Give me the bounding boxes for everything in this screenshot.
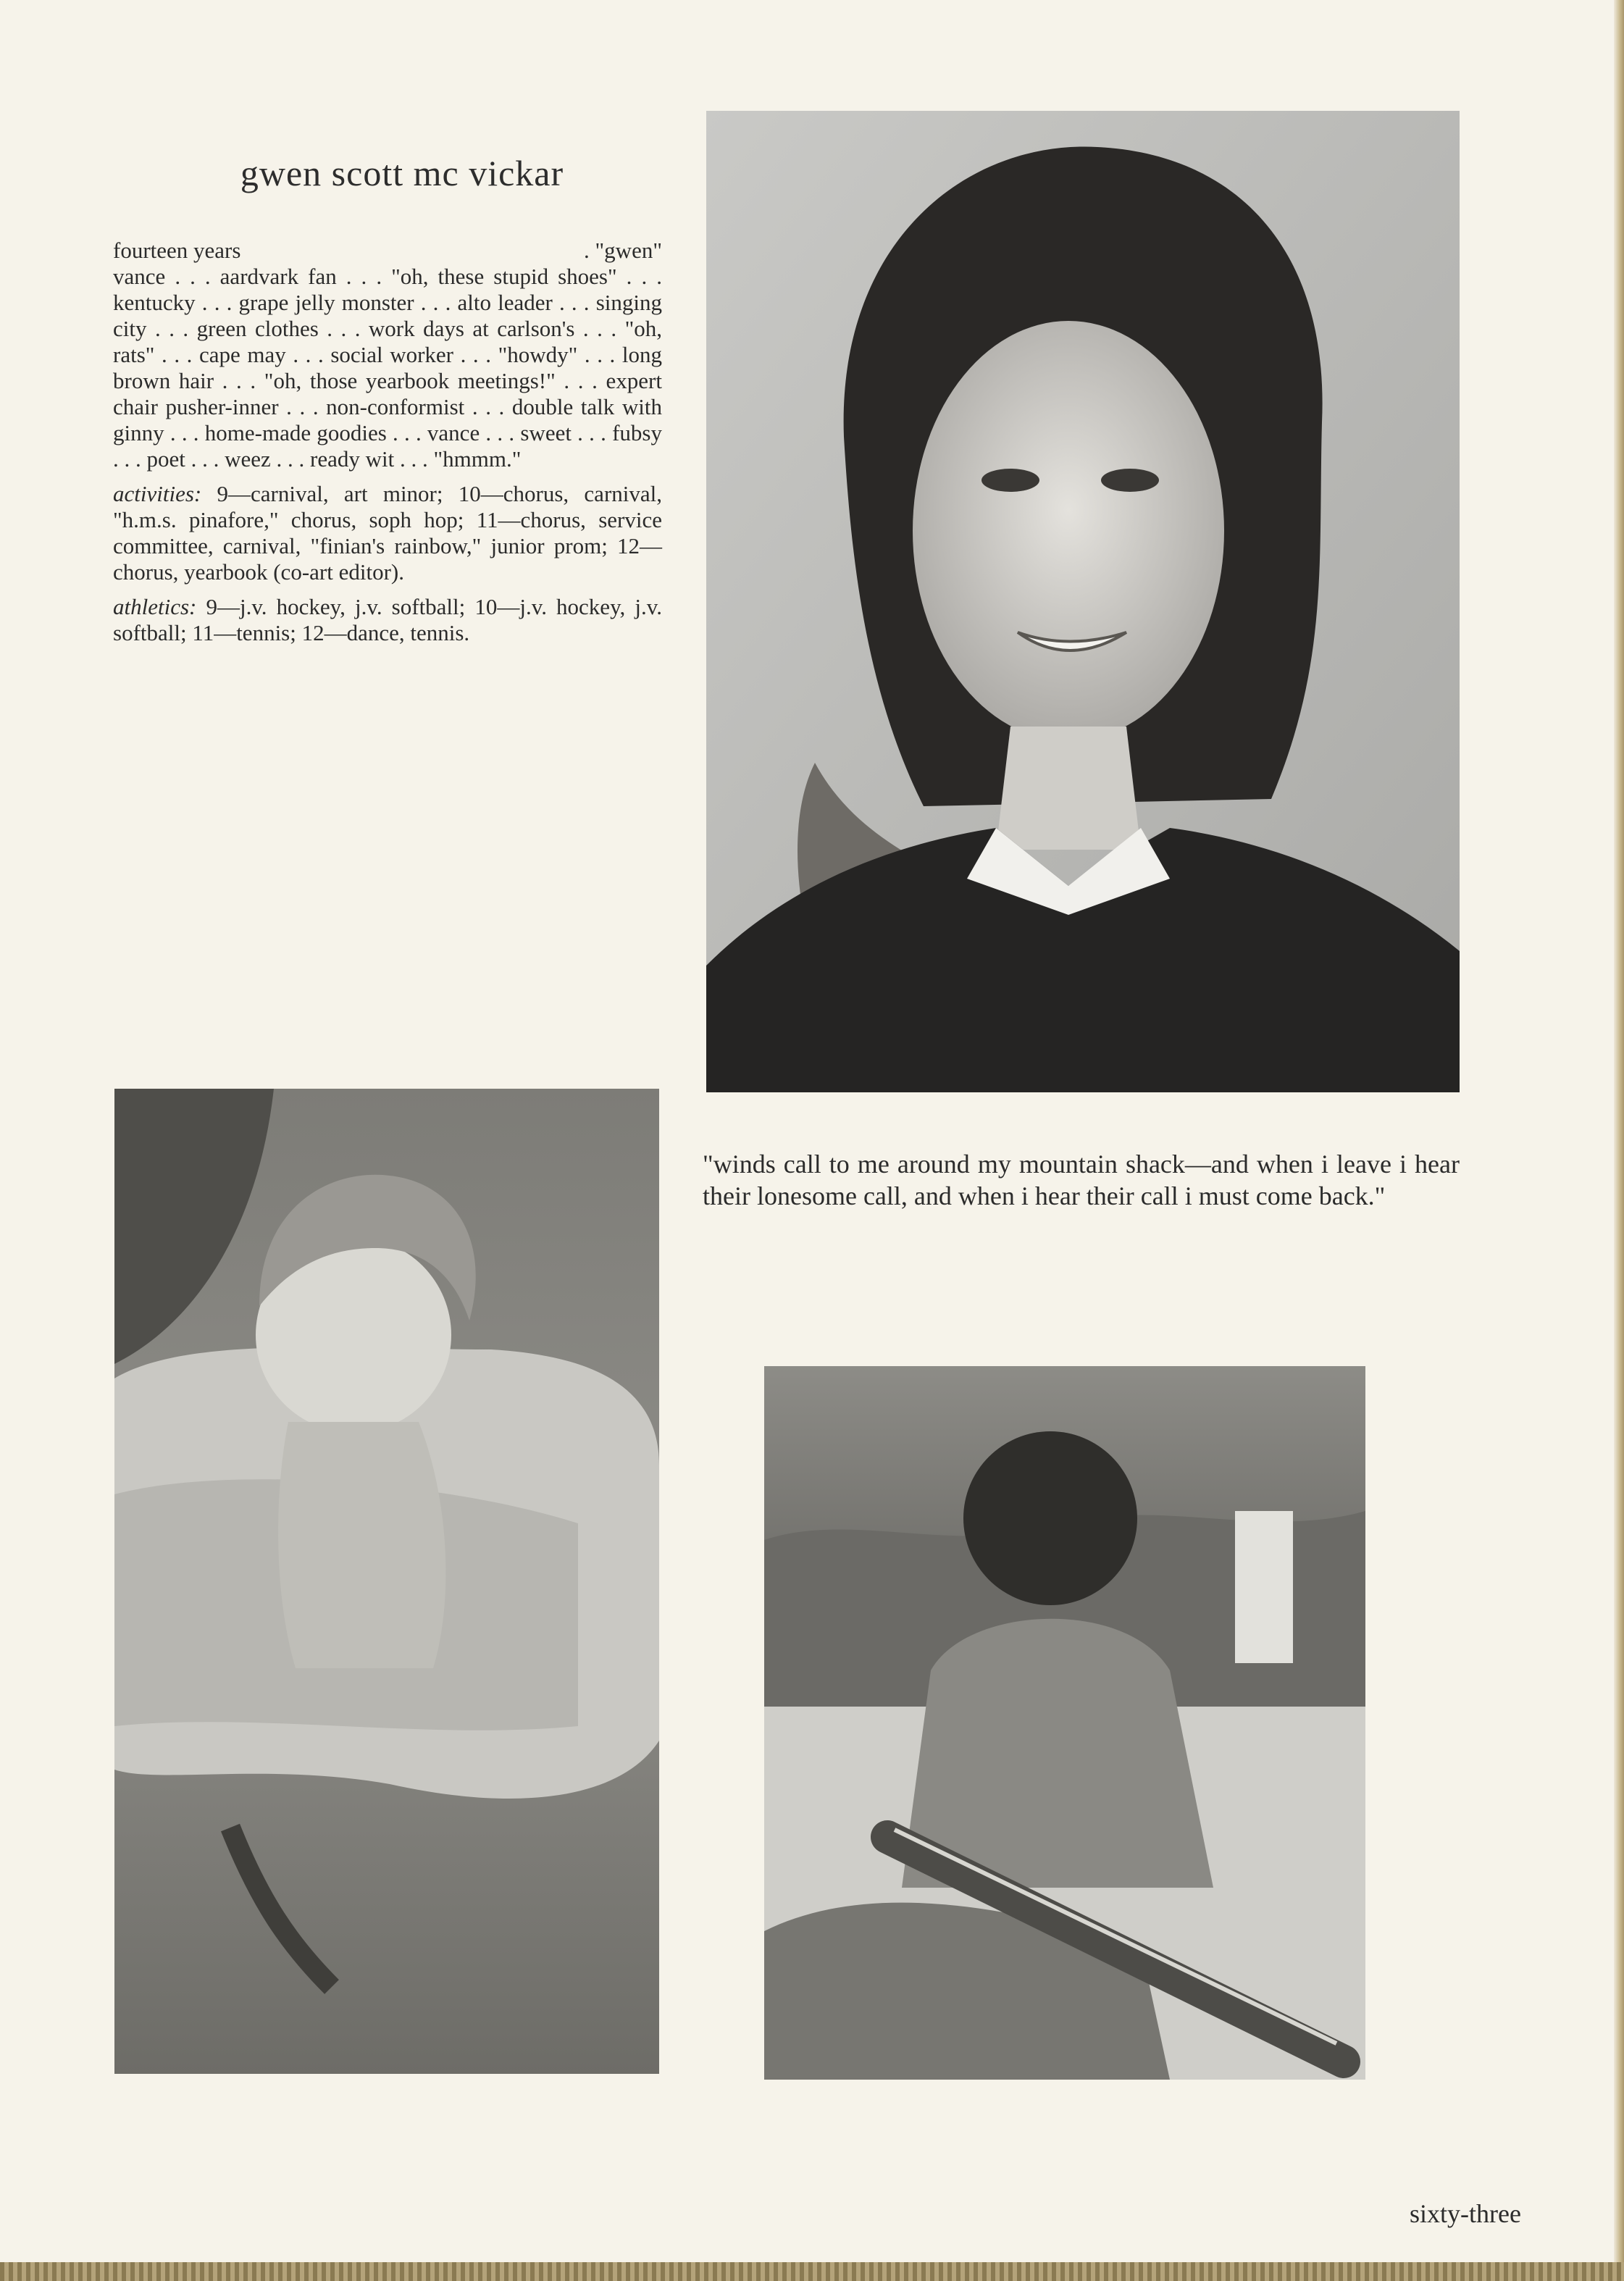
bio-first-line [113, 238, 662, 264]
nickname: . "gwen" [584, 238, 662, 263]
quote: "winds call to me around my mountain shack—and when i leave i hear their lonesome call, and when i hear their call i must come back." [703, 1150, 1460, 1210]
childhood-photo [114, 1089, 659, 2074]
age-line: fourteen years [113, 238, 241, 263]
bio-block [113, 238, 662, 646]
page-edge [1614, 0, 1624, 2281]
athletics-label: athletics: [113, 594, 197, 619]
activities-section [113, 481, 662, 585]
bio-text: vance . . . aardvark fan . . . "oh, these stupid shoes" . . . kentucky . . . grape jelly monster . . . alto leader . . . singing city . . . green clothes . . . work days at carlson's . . . "oh, rats" . . . cape may . . . social worker . . . "howdy" . . . long brown hair . . . "oh, those yearbook meetings!" . . . expert chair pusher-inner . . . non-conformist . . . double talk with ginny . . . home-made goodies . . . vance . . . sweet . . . fubsy . . . poet . . . weez . . . ready wit . . . "hmmm." [113, 264, 662, 472]
activities-text: 9—carnival, art minor; 10—chorus, carnival, "h.m.s. pinafore," chorus, soph hop; 11—chorus, service committee, carnival, "finian's rainbow," junior prom; 12—chorus, yearbook (co-art editor). [113, 481, 662, 585]
athletics-text: 9—j.v. hockey, j.v. softball; 10—j.v. hockey, j.v. softball; 11—tennis; 12—dance, tennis. [113, 594, 662, 645]
page-binding-edge [0, 2262, 1624, 2281]
dulcimer-playing-photo [764, 1366, 1365, 2080]
senior-portrait-photo [706, 111, 1460, 1092]
athletics-section [113, 594, 662, 646]
page-number: sixty-three [1410, 2199, 1521, 2228]
activities-label: activities: [113, 481, 202, 506]
student-name: gwen scott mc vickar [240, 153, 564, 193]
